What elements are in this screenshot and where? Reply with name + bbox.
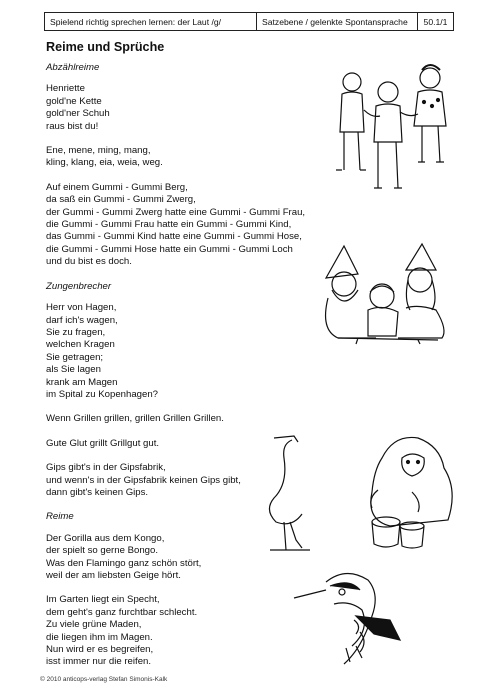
rhyme-line: Nun wird er es begreifen, bbox=[46, 644, 154, 656]
rhyme-line: als Sie lagen bbox=[46, 364, 101, 376]
rhyme-line: Ene, mene, ming, mang, bbox=[46, 145, 151, 157]
header-topic: Satzebene / gelenkte Spontansprache bbox=[257, 13, 418, 30]
rhyme-line: Wenn Grillen grillen, grillen Grillen Grillen. bbox=[46, 413, 224, 425]
page-header bbox=[44, 12, 454, 31]
rhyme-line: der spielt so gerne Bongo. bbox=[46, 545, 159, 557]
rhyme-line: dann gibt's keinen Gips. bbox=[46, 486, 149, 498]
rhyme-line: Sie getragen; bbox=[46, 351, 104, 363]
rhyme-line: darf ich's wagen, bbox=[46, 314, 118, 326]
rhyme-line: weil der am liebsten Geige hört. bbox=[46, 570, 181, 581]
copyright-footer: © 2010 anticops-verlag Stefan Simonis-Kalk bbox=[40, 676, 168, 683]
header-page-number: 50.1/1 bbox=[423, 16, 448, 27]
section-heading: Abzählreime bbox=[46, 62, 100, 73]
rhyme-line: im Spital zu Kopenhagen? bbox=[46, 388, 159, 400]
rhyme-line: isst immer nur die reifen. bbox=[46, 656, 152, 668]
rhyme-line: die Gummi - Gummi Frau hatte ein Gummi - Gummi Kind, bbox=[46, 219, 292, 231]
rhyme-line: raus bist du! bbox=[46, 120, 99, 132]
rhyme-line: kling, klang, eia, weia, weg. bbox=[46, 157, 163, 169]
rhyme-line: die Gummi - Gummi Hose hatte ein Gummi - Gummi Loch bbox=[46, 243, 293, 255]
rhyme-line: Henriette bbox=[46, 83, 85, 95]
rhyme-line: und wenn's in der Gipsfabrik keinen Gips gibt, bbox=[46, 474, 241, 486]
rhyme-line: gold'ner Schuh bbox=[46, 108, 110, 120]
flamingo-gorilla-illustration bbox=[262, 428, 462, 558]
rhyme-line: Was den Flamingo ganz schön stört, bbox=[46, 557, 202, 569]
rhyme-line: Zu viele grüne Maden, bbox=[46, 619, 142, 631]
rhyme-line: und du bist es doch. bbox=[46, 256, 132, 268]
gnome-family-illustration bbox=[318, 240, 453, 345]
rhyme-line: da saß ein Gummi - Gummi Zwerg, bbox=[46, 194, 196, 206]
woodpecker-illustration bbox=[290, 560, 410, 670]
rhyme-line: Gips gibt's in der Gipsfabrik, bbox=[46, 462, 166, 474]
rhyme-line: Herr von Hagen, bbox=[46, 302, 117, 314]
rhyme-line: gold'ne Kette bbox=[46, 95, 102, 107]
section-heading: Zungenbrecher bbox=[46, 280, 112, 292]
children-circle-illustration bbox=[330, 60, 455, 200]
header-book-title: Spielend richtig sprechen lernen: der Laut /g/ bbox=[45, 13, 257, 30]
rhyme-line: welchen Kragen bbox=[46, 339, 115, 351]
rhyme-line: krank am Magen bbox=[46, 376, 118, 388]
rhyme-stanza bbox=[46, 145, 336, 170]
rhyme-line: der Gummi - Gummi Zwerg hatte eine Gummi - Gummi Frau, bbox=[46, 206, 306, 218]
rhyme-line: Gute Glut grillt Grillgut gut. bbox=[46, 437, 160, 449]
rhyme-line: Im Garten liegt ein Specht, bbox=[46, 594, 160, 606]
section-heading: Reime bbox=[46, 511, 74, 523]
rhyme-line: Auf einem Gummi - Gummi Berg, bbox=[46, 181, 188, 193]
rhyme-line: Sie zu fragen, bbox=[46, 326, 106, 338]
rhyme-line: die liegen ihm im Magen. bbox=[46, 631, 153, 643]
rhyme-line: dem geht's ganz furchtbar schlecht. bbox=[46, 606, 198, 618]
rhyme-stanza bbox=[46, 302, 336, 401]
rhyme-stanza bbox=[46, 182, 336, 269]
rhyme-line: Der Gorilla aus dem Kongo, bbox=[46, 532, 165, 544]
page-title: Reime und Sprüche bbox=[46, 40, 165, 54]
rhyme-stanza bbox=[46, 83, 336, 133]
rhyme-stanza bbox=[46, 413, 336, 425]
rhyme-line: das Gummi - Gummi Kind hatte eine Gummi - Gummi Hose, bbox=[46, 231, 302, 243]
